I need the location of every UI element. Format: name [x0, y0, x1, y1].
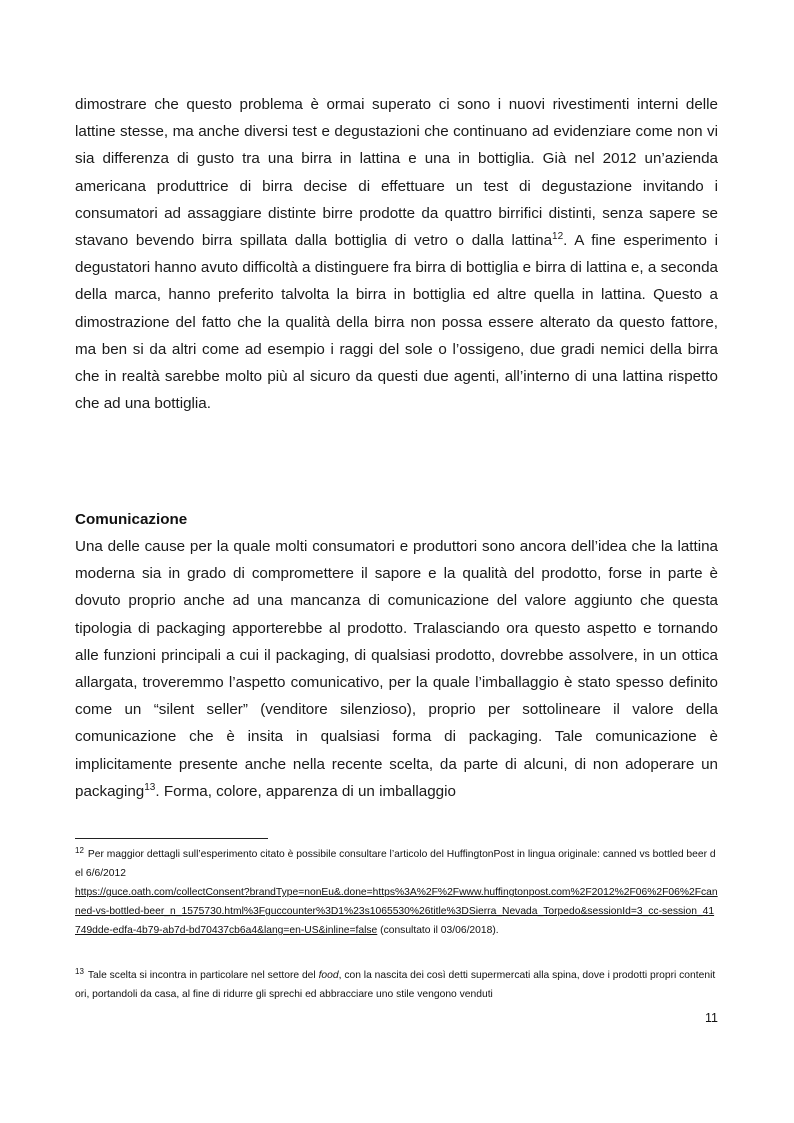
footnote-12-consulted: (consultato il 03/06/2018). — [377, 925, 499, 936]
page-number: 11 — [705, 1011, 718, 1025]
footnote-12 — [75, 845, 718, 940]
footnote-13-text-a: Tale scelta si incontra in particolare nel settore del — [87, 970, 319, 981]
paragraph-1-text-a: dimostrare che questo problema è ormai superato ci sono i nuovi rivestimenti interni delle lattine stesse, ma anche diversi test e degustazioni che continuano ad evidenziare come non vi sia differenza di gusto tra una birra in lattina e una in bottiglia. Già nel 2012 un’azienda americana produttrice di birra decise di effettuare un test di degustazione invitando i consumatori ad assaggiare distinte birre prodotte da quattro birrifici distinti, senza sapere se stavano bevendo birra spillata dalla bottiglia di vetro o dalla lattina — [75, 96, 718, 250]
footnote-12-mark: 12 — [75, 845, 84, 855]
footnote-separator — [75, 838, 268, 839]
body-paragraph-1 — [75, 91, 718, 417]
paragraph-2-text-a: Una delle cause per la quale molti consumatori e produttori sono ancora dell’idea che la lattina moderna sia in grado di compromettere il sapore e la qualità del prodotto, forse in parte è dovuto proprio anche ad una mancanza di comunicazione del valore aggiunto che questa tipologia di packaging apporterebbe al prodotto. Tralasciando ora questo aspetto e tornando alle funzioni principali a cui il packaging, di qualsiasi prodotto, dovrebbe assolvere, in un ottica allargata, troveremmo l’aspetto comunicativo, per la quale l’imballaggio è stato spesso definito come un “silent seller” (venditore silenzioso), proprio per sottolineare il valore della comunicazione che è insita in qualsiasi forma di packaging. Tale comunicazione è implicitamente presente anche nella recente scelta, da parte di alcuni, di non adoperare un packaging — [75, 538, 718, 800]
footnote-13-mark: 13 — [75, 966, 84, 976]
section-heading: Comunicazione — [75, 511, 188, 528]
footnote-13-emphasis: food — [318, 970, 339, 981]
footnote-13 — [75, 966, 718, 1004]
footnote-12-link[interactable]: https://guce.oath.com/collectConsent?brandType=nonEu&.done=https%3A%2F%2Fwww.huffingtonpost.com%2F2012%2F06%2F06%2Fcanned-vs-bottled-beer_n_1575730.html%3Fguccounter%3D1%23s1065530%26title%3DSierra_Nevada_Torpedo&sessionId=3_cc-session_41749dde-edfa-4b79-ab7d-bd70437cb6a4&lang=en-US&inline=false — [75, 887, 718, 936]
paragraph-2-text-b: . Forma, colore, apparenza di un imballaggio — [155, 782, 456, 800]
body-paragraph-2 — [75, 533, 718, 805]
footnote-12-text: Per maggior dettagli sull’esperimento citato è possibile consultare l’articolo del HuffingtonPost in lingua originale: canned vs bottled beer del 6/6/2012 — [75, 849, 716, 879]
footnote-ref-12[interactable]: 12 — [552, 230, 564, 242]
paragraph-1-text-b: . A fine esperimento i degustatori hanno avuto difficoltà a distinguere fra birra di bottiglia e birra di lattina e, a seconda della marca, hanno preferito talvolta la birra in bottiglia ed altre quella in lattina. Questo a dimostrazione del fatto che la qualità della birra non possa essere alterato da questo fattore, ma ben si da altri come ad esempio i raggi del sole o l’ossigeno, due gradi nemici della birra che in realtà sarebbe molto più al sicuro da questi due agenti, all’interno di una lattina rispetto che ad una bottiglia. — [75, 232, 718, 413]
footnote-ref-13[interactable]: 13 — [144, 781, 156, 793]
footnote-13-text-b: , con la nascita dei così detti supermercati alla spina, dove i prodotti propri contenitori, portandoli da casa, al fine di ridurre gli sprechi ed abbracciare uno stile vengono venduti — [75, 970, 716, 1000]
